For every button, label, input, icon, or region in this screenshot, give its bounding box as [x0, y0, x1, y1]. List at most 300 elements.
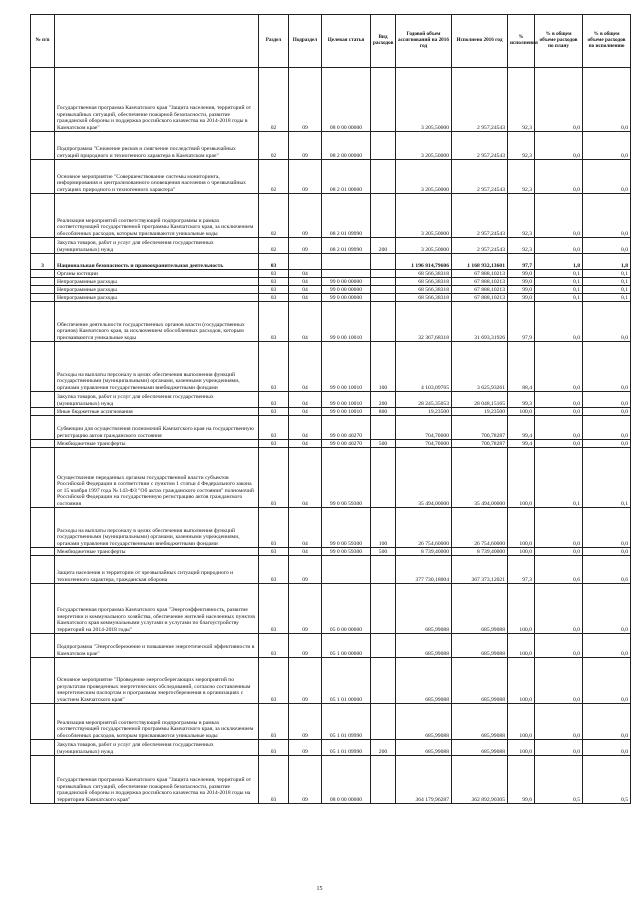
row-percent-exec: 88,4 — [508, 342, 535, 392]
row-section: 03 — [259, 294, 289, 302]
row-index — [31, 408, 55, 416]
row-allocated: 704,70000 — [396, 416, 452, 440]
row-expense-type — [371, 68, 396, 132]
row-target-item: 08 2 01 09990 — [322, 194, 371, 238]
row-allocated: 68 566,38318 — [396, 278, 452, 286]
row-index — [31, 658, 55, 704]
row-expense-type — [371, 634, 396, 658]
table-row — [31, 194, 631, 238]
row-allocated: 685,99088 — [396, 740, 452, 756]
row-name: Непрограммные расходы — [55, 278, 259, 286]
row-expense-type — [371, 658, 396, 704]
row-share-exec: 0,1 — [583, 286, 631, 294]
table-row — [31, 286, 631, 294]
row-executed: 2 957,24543 — [452, 194, 508, 238]
row-section: 03 — [259, 440, 289, 448]
row-share-exec: 0,0 — [583, 634, 631, 658]
row-index — [31, 294, 55, 302]
row-index — [31, 740, 55, 756]
table-row — [31, 132, 631, 160]
row-percent-exec: 99,0 — [508, 294, 535, 302]
row-section: 03 — [259, 740, 289, 756]
row-name: Расходы на выплаты персоналу в целях обеспечения выполнения функций государственными (муниципальными) органами, казенными учреждениями, органами управления государственными внебюджетными фондами — [55, 508, 259, 548]
row-name: Субвенции для осуществления полномочий Камчатского края на государственную регистрацию актов гражданского состояния — [55, 416, 259, 440]
row-share-plan: 0,6 — [535, 556, 583, 584]
row-share-plan: 0,0 — [535, 392, 583, 408]
row-section: 03 — [259, 756, 289, 804]
row-percent-exec: 100,0 — [508, 584, 535, 634]
row-target-item: 99 0 00 00000 — [322, 286, 371, 294]
row-executed: 685,99088 — [452, 658, 508, 704]
row-index — [31, 556, 55, 584]
row-section: 03 — [259, 392, 289, 408]
row-target-item: 99 0 00 10010 — [322, 302, 371, 342]
row-subsection: 04 — [289, 270, 322, 278]
row-percent-exec: 92,3 — [508, 68, 535, 132]
row-share-exec: 0,0 — [583, 408, 631, 416]
row-percent-exec: 92,3 — [508, 194, 535, 238]
row-name: Государственная программа Камчатского края "Энергоэффективность, развитие энергетики и коммунального хозяйства, обеспечение жителей населенных пунктов Камчатского края коммунальными услугами и услугами по благоустройству территорий на 2014-2018 годы" — [55, 584, 259, 634]
row-share-plan: 0,1 — [535, 270, 583, 278]
row-share-exec: 0,0 — [583, 68, 631, 132]
row-target-item: 08 0 00 00000 — [322, 68, 371, 132]
row-share-plan: 0,0 — [535, 408, 583, 416]
row-index — [31, 68, 55, 132]
row-expense-type — [371, 270, 396, 278]
row-name: Реализация мероприятий соответствующей подпрограммы в рамках соответствующей государственной программы Камчатского края, за исключением обособленных расходов, которым присваиваются уникальные коды — [55, 194, 259, 238]
row-section: 03 — [259, 278, 289, 286]
row-target-item: 05 1 00 00000 — [322, 634, 371, 658]
row-index — [31, 584, 55, 634]
row-subsection: 04 — [289, 440, 322, 448]
row-allocated: 8 739,40000 — [396, 548, 452, 556]
row-subsection: 04 — [289, 342, 322, 392]
row-percent-exec: 92,3 — [508, 132, 535, 160]
table-row — [31, 756, 631, 804]
table-row — [31, 658, 631, 704]
row-subsection: 09 — [289, 160, 322, 194]
row-section: 03 — [259, 254, 289, 270]
row-executed: 19,23500 — [452, 408, 508, 416]
row-expense-type — [371, 254, 396, 270]
row-subsection: 09 — [289, 756, 322, 804]
row-executed: 685,99088 — [452, 584, 508, 634]
row-executed: 685,99088 — [452, 634, 508, 658]
row-section: 03 — [259, 342, 289, 392]
row-allocated: 685,99088 — [396, 634, 452, 658]
row-target-item: 05 1 01 00000 — [322, 658, 371, 704]
row-subsection: 09 — [289, 68, 322, 132]
row-name: Осуществление переданных органам государственной власти субъектов Российской Федерации в соответствии с пунктом 1 статьи 4 Федерального закона от 15 ноября 1997 года № 143-ФЗ "Об актах гражданского состояния" полномочий Российской Федерации на государственную регистрацию актов гражданского состояния — [55, 448, 259, 508]
row-share-plan: 0,1 — [535, 278, 583, 286]
row-index — [31, 634, 55, 658]
row-target-item: 05 1 01 09990 — [322, 740, 371, 756]
header-share-plan: % в общем объеме расходов по плану — [535, 15, 583, 68]
row-subsection: 04 — [289, 548, 322, 556]
row-target-item: 99 0 00 40270 — [322, 440, 371, 448]
row-expense-type — [371, 132, 396, 160]
row-expense-type — [371, 294, 396, 302]
row-target-item: 99 0 00 59300 — [322, 448, 371, 508]
row-executed: 26 754,60000 — [452, 508, 508, 548]
row-percent-exec: 97,9 — [508, 302, 535, 342]
row-share-plan: 0,5 — [535, 756, 583, 804]
row-expense-type — [371, 302, 396, 342]
row-name: Основное мероприятие "Совершенствование системы мониторинга, информирования и централизованного оповещения населения о чрезвычайных ситуациях природного и техногенного характера" — [55, 160, 259, 194]
table-row — [31, 278, 631, 286]
row-section: 02 — [259, 238, 289, 254]
row-percent-exec: 99,3 — [508, 392, 535, 408]
row-expense-type — [371, 448, 396, 508]
table-row — [31, 584, 631, 634]
row-index — [31, 448, 55, 508]
header-share-exec: % в общем объеме расходов по исполнению — [583, 15, 631, 68]
row-index — [31, 548, 55, 556]
row-target-item — [322, 254, 371, 270]
row-share-plan: 1,8 — [535, 254, 583, 270]
row-share-exec: 0,0 — [583, 548, 631, 556]
budget-document — [30, 14, 630, 882]
table-row — [31, 160, 631, 194]
row-allocated: 3 205,50000 — [396, 238, 452, 254]
row-share-plan: 0,0 — [535, 584, 583, 634]
row-executed: 67 888,10213 — [452, 286, 508, 294]
row-target-item: 08 0 00 00000 — [322, 756, 371, 804]
row-percent-exec: 99,6 — [508, 756, 535, 804]
header-section: Раздел — [259, 15, 289, 68]
row-percent-exec: 100,0 — [508, 634, 535, 658]
row-executed: 2 957,24543 — [452, 160, 508, 194]
row-allocated: 685,99088 — [396, 584, 452, 634]
row-share-exec: 0,0 — [583, 658, 631, 704]
row-share-plan: 0,1 — [535, 286, 583, 294]
row-index — [31, 392, 55, 408]
row-allocated: 3 205,50000 — [396, 160, 452, 194]
row-allocated: 4 103,09765 — [396, 342, 452, 392]
row-expense-type: 500 — [371, 548, 396, 556]
row-allocated: 68 566,38318 — [396, 270, 452, 278]
table-row — [31, 392, 631, 408]
row-allocated: 28 245,35053 — [396, 392, 452, 408]
row-index — [31, 440, 55, 448]
row-subsection: 09 — [289, 132, 322, 160]
row-target-item: 99 0 00 10010 — [322, 392, 371, 408]
row-percent-exec: 100,0 — [508, 448, 535, 508]
row-target-item: 05 1 01 09990 — [322, 704, 371, 740]
row-allocated: 3 205,50000 — [396, 132, 452, 160]
row-target-item: 99 0 00 59300 — [322, 548, 371, 556]
row-section: 03 — [259, 556, 289, 584]
row-index — [31, 238, 55, 254]
row-target-item: 99 0 00 10010 — [322, 342, 371, 392]
row-expense-type — [371, 704, 396, 740]
row-subsection: 04 — [289, 302, 322, 342]
table-header-row — [31, 15, 631, 68]
row-index — [31, 286, 55, 294]
row-expense-type: 200 — [371, 392, 396, 408]
row-section: 02 — [259, 132, 289, 160]
row-target-item: 08 2 01 00000 — [322, 160, 371, 194]
row-allocated: 1 196 814,79606 — [396, 254, 452, 270]
row-target-item: 99 0 00 10010 — [322, 408, 371, 416]
table-row — [31, 548, 631, 556]
row-name: Обеспечение деятельности государственных органов власти (государственных органов) Камчатского края, за исключением обособленных расходов, которым присваиваются уникальные коды — [55, 302, 259, 342]
row-executed: 31 693,31926 — [452, 302, 508, 342]
row-share-exec: 0,0 — [583, 302, 631, 342]
row-allocated: 3 205,50000 — [396, 68, 452, 132]
row-subsection: 09 — [289, 556, 322, 584]
row-share-plan: 0,0 — [535, 160, 583, 194]
row-share-exec: 0,0 — [583, 508, 631, 548]
row-expense-type — [371, 756, 396, 804]
row-section: 03 — [259, 508, 289, 548]
row-target-item — [322, 556, 371, 584]
row-name: Иные бюджетные ассигнования — [55, 408, 259, 416]
row-index — [31, 278, 55, 286]
row-name: Закупка товаров, работ и услуг для обеспечения государственных (муниципальных) нужд — [55, 740, 259, 756]
budget-table — [30, 14, 631, 804]
row-share-plan: 0,0 — [535, 508, 583, 548]
row-target-item: 08 2 00 00000 — [322, 132, 371, 160]
row-name: Органы юстиции — [55, 270, 259, 278]
row-index — [31, 756, 55, 804]
row-executed: 8 739,40000 — [452, 548, 508, 556]
row-target-item: 05 0 00 00000 — [322, 584, 371, 634]
row-expense-type: 100 — [371, 508, 396, 548]
row-share-plan: 0,0 — [535, 704, 583, 740]
row-index — [31, 132, 55, 160]
row-section: 03 — [259, 704, 289, 740]
row-subsection: 04 — [289, 508, 322, 548]
row-subsection: 09 — [289, 194, 322, 238]
row-share-exec: 0,0 — [583, 160, 631, 194]
row-expense-type: 500 — [371, 440, 396, 448]
row-share-exec: 0,1 — [583, 448, 631, 508]
row-allocated: 3 205,50000 — [396, 194, 452, 238]
row-index — [31, 508, 55, 548]
row-name: Межбюджетные трансферты — [55, 440, 259, 448]
row-section: 03 — [259, 270, 289, 278]
row-target-item: 99 0 00 00000 — [322, 294, 371, 302]
row-executed: 367 373,12021 — [452, 556, 508, 584]
row-subsection: 04 — [289, 286, 322, 294]
row-share-exec: 0,1 — [583, 294, 631, 302]
row-expense-type — [371, 160, 396, 194]
row-subsection: 04 — [289, 416, 322, 440]
row-share-exec: 0,0 — [583, 584, 631, 634]
row-executed: 685,99088 — [452, 740, 508, 756]
row-percent-exec: 92,3 — [508, 238, 535, 254]
header-num: № п/п — [31, 15, 55, 68]
row-allocated: 685,99088 — [396, 704, 452, 740]
header-executed: Исполнено 2016 год — [452, 15, 508, 68]
row-share-exec: 0,0 — [583, 238, 631, 254]
row-index — [31, 704, 55, 740]
row-target-item: 99 0 00 00000 — [322, 278, 371, 286]
row-allocated: 685,99088 — [396, 658, 452, 704]
row-percent-exec: 92,3 — [508, 160, 535, 194]
row-executed: 67 888,10213 — [452, 294, 508, 302]
row-percent-exec: 99,0 — [508, 286, 535, 294]
row-share-exec: 0,6 — [583, 556, 631, 584]
row-expense-type — [371, 278, 396, 286]
row-expense-type: 100 — [371, 342, 396, 392]
row-share-plan: 0,0 — [535, 302, 583, 342]
row-executed: 28 048,15165 — [452, 392, 508, 408]
row-name: Закупка товаров, работ и услуг для обеспечения государственных (муниципальных) нужд — [55, 238, 259, 254]
row-share-plan: 0,0 — [535, 132, 583, 160]
row-subsection: 09 — [289, 238, 322, 254]
table-row — [31, 508, 631, 548]
row-executed: 700,78287 — [452, 416, 508, 440]
row-allocated: 377 730,18004 — [396, 556, 452, 584]
row-executed: 2 957,24543 — [452, 132, 508, 160]
row-share-exec: 0,1 — [583, 278, 631, 286]
row-target-item: 99 0 00 40270 — [322, 416, 371, 440]
row-share-exec: 0,0 — [583, 416, 631, 440]
row-share-plan: 0,1 — [535, 448, 583, 508]
row-index — [31, 160, 55, 194]
header-target-item: Целевая статья — [322, 15, 371, 68]
row-executed: 685,99088 — [452, 704, 508, 740]
row-percent-exec: 100,0 — [508, 740, 535, 756]
row-share-exec: 0,1 — [583, 270, 631, 278]
row-name: Подпрограмма "Энергосбережение и повышение энергетической эффективности в Камчатском крае" — [55, 634, 259, 658]
table-row — [31, 634, 631, 658]
page-number: 15 — [316, 886, 323, 892]
table-row — [31, 448, 631, 508]
row-subsection: 04 — [289, 448, 322, 508]
row-share-plan: 0,0 — [535, 548, 583, 556]
row-percent-exec: 100,0 — [508, 508, 535, 548]
row-percent-exec: 97,7 — [508, 254, 535, 270]
row-percent-exec: 99,4 — [508, 440, 535, 448]
row-subsection: 09 — [289, 634, 322, 658]
table-row — [31, 440, 631, 448]
row-index — [31, 342, 55, 392]
row-section: 03 — [259, 448, 289, 508]
table-row — [31, 416, 631, 440]
row-target-item: 99 0 00 59300 — [322, 508, 371, 548]
row-name: Основное мероприятие "Проведение энергосберегающих мероприятий по результатам проведенных энергетических обследований, согласно составленным энергетическим паспортам и программам энергосбережения в организациях с участием Камчатского края" — [55, 658, 259, 704]
row-percent-exec: 99,0 — [508, 270, 535, 278]
row-share-exec: 0,0 — [583, 704, 631, 740]
row-executed: 1 168 932,13601 — [452, 254, 508, 270]
row-executed: 67 888,10213 — [452, 278, 508, 286]
row-executed: 3 625,93261 — [452, 342, 508, 392]
row-section: 02 — [259, 194, 289, 238]
row-share-exec: 0,0 — [583, 440, 631, 448]
row-share-plan: 0,0 — [535, 634, 583, 658]
row-expense-type: 200 — [371, 238, 396, 254]
row-expense-type — [371, 584, 396, 634]
row-share-plan: 0,0 — [535, 440, 583, 448]
row-section: 03 — [259, 658, 289, 704]
table-row — [31, 238, 631, 254]
table-row — [31, 270, 631, 278]
table-row — [31, 740, 631, 756]
header-allocated: Годовой объем ассигнований на 2016 год — [396, 15, 452, 68]
row-allocated: 26 754,60000 — [396, 508, 452, 548]
row-name: Закупка товаров, работ и услуг для обеспечения государственных (муниципальных) нужд — [55, 392, 259, 408]
row-subsection: 04 — [289, 392, 322, 408]
row-share-plan: 0,0 — [535, 68, 583, 132]
row-share-exec: 0,0 — [583, 194, 631, 238]
row-percent-exec: 99,4 — [508, 416, 535, 440]
header-name — [55, 15, 259, 68]
row-allocated: 32 367,68318 — [396, 302, 452, 342]
header-expense-type: Вид расходов — [371, 15, 396, 68]
row-percent-exec: 100,0 — [508, 548, 535, 556]
row-share-plan: 0,0 — [535, 194, 583, 238]
row-share-plan: 0,0 — [535, 238, 583, 254]
row-section: 03 — [259, 584, 289, 634]
row-section: 03 — [259, 302, 289, 342]
row-share-plan: 0,1 — [535, 294, 583, 302]
row-target-item — [322, 270, 371, 278]
table-row — [31, 302, 631, 342]
row-percent-exec: 100,0 — [508, 658, 535, 704]
row-name: Подпрограмма "Снижение рисков и смягчение последствий чрезвычайных ситуаций природного и техногенного характера в Камчатском крае" — [55, 132, 259, 160]
row-share-exec: 1,8 — [583, 254, 631, 270]
table-row — [31, 556, 631, 584]
row-allocated: 364 179,96287 — [396, 756, 452, 804]
row-section: 03 — [259, 548, 289, 556]
row-section: 03 — [259, 634, 289, 658]
row-subsection: 09 — [289, 740, 322, 756]
row-subsection: 04 — [289, 408, 322, 416]
row-share-exec: 0,0 — [583, 740, 631, 756]
table-row — [31, 68, 631, 132]
row-section: 02 — [259, 68, 289, 132]
row-name: Реализация мероприятий соответствующей подпрограммы в рамках соответствующей государственной программы Камчатского края, за исключением обособленных расходов, которым присваиваются уникальные коды — [55, 704, 259, 740]
row-index — [31, 416, 55, 440]
row-executed: 362 892,90305 — [452, 756, 508, 804]
row-target-item: 08 2 01 09990 — [322, 238, 371, 254]
row-expense-type — [371, 286, 396, 294]
row-executed: 2 957,24543 — [452, 68, 508, 132]
row-share-exec: 0,0 — [583, 342, 631, 392]
row-name: Защита населения и территории от чрезвычайных ситуаций природного и техногенного характера, гражданская оборона — [55, 556, 259, 584]
row-expense-type: 800 — [371, 408, 396, 416]
row-section: 03 — [259, 408, 289, 416]
row-executed: 67 888,10213 — [452, 270, 508, 278]
row-index: 3 — [31, 254, 55, 270]
row-share-plan: 0,0 — [535, 658, 583, 704]
row-section: 03 — [259, 286, 289, 294]
row-section: 03 — [259, 416, 289, 440]
table-row — [31, 408, 631, 416]
row-allocated: 704,70000 — [396, 440, 452, 448]
table-row — [31, 294, 631, 302]
row-share-exec: 0,5 — [583, 756, 631, 804]
row-section: 02 — [259, 160, 289, 194]
table-row — [31, 704, 631, 740]
row-executed: 35 494,00000 — [452, 448, 508, 508]
row-share-exec: 0,0 — [583, 392, 631, 408]
row-expense-type — [371, 416, 396, 440]
row-percent-exec: 97,3 — [508, 556, 535, 584]
table-row — [31, 342, 631, 392]
row-executed: 700,78287 — [452, 440, 508, 448]
row-index — [31, 194, 55, 238]
header-percent-exec: % исполнения — [508, 15, 535, 68]
row-percent-exec: 99,0 — [508, 278, 535, 286]
row-expense-type — [371, 194, 396, 238]
row-executed: 2 957,24543 — [452, 238, 508, 254]
header-subsection: Подраздел — [289, 15, 322, 68]
row-share-exec: 0,0 — [583, 132, 631, 160]
